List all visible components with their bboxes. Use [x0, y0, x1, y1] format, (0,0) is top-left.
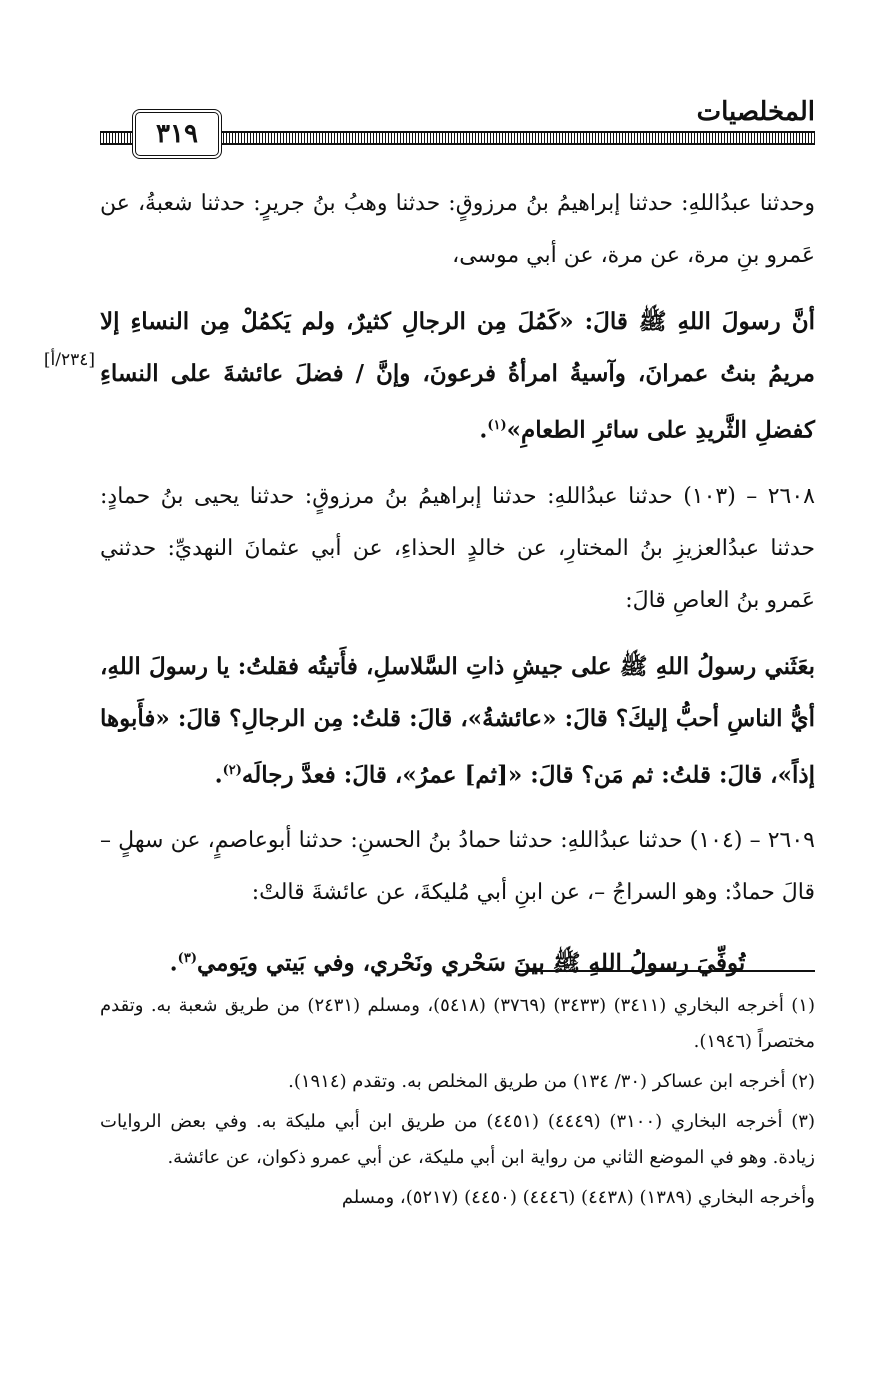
paragraph-isnad-1 [100, 178, 815, 282]
footnotes-section [100, 988, 815, 1220]
paragraph-text: تُوفِّيَ رسولُ اللهِ ﷺ بينَ سَحْري ونَحْري، وفي بَيتي ويَومي [196, 949, 746, 977]
paragraph-text: وحدثنا عبدُاللهِ: حدثنا إبراهيمُ بنُ مرزوقٍ: حدثنا وهبُ بنُ جريرٍ: حدثنا شعبةُ، عن عَمرو بنِ مرة، عن مرة، عن أبي موسى، [100, 191, 815, 268]
main-text [100, 178, 815, 1004]
running-title: المخلصيات [689, 97, 815, 127]
page-header [100, 95, 815, 165]
paragraph-text: ٢٦٠٨ – (١٠٣) حدثنا عبدُاللهِ: حدثنا إبراهيمُ بنُ مرزوقٍ: حدثنا يحيى بنُ حمادٍ: حدثنا عبدُالعزيزِ بنُ المختارِ، عن خالدٍ الحذاءِ، عن أبي عثمانَ النهديِّ: حدثني عَمرو بنُ العاصِ قالَ: [100, 483, 815, 613]
footnote-ref-2[interactable]: (٢) [222, 762, 242, 778]
paragraph-isnad-2608 [100, 471, 815, 627]
page-number: ٣١٩ [132, 109, 222, 159]
paragraph-hadith-2609: تُوفِّيَ رسولُ اللهِ ﷺ بينَ سَحْري ونَحْري، وفي بَيتي ويَومي$^{(٣)}$. [169, 949, 746, 977]
footnote-3: (٣) أخرجه البخاري (٣١٠٠) (٤٤٤٩) (٤٤٥١) من طريق ابن أبي مليكة به. وفي بعض الروايات زيادة. وهو في الموضع الثاني من رواية ابن أبي مليكة، عن أبي عمرو ذكوان، عن عائشة. [100, 1111, 815, 1168]
footnote-3-continued: وأخرجه البخاري (١٣٨٩) (٤٤٣٨) (٤٤٤٦) (٤٤٥٠) (٥٢١٧)، ومسلم [341, 1187, 815, 1208]
footnote-ref-3[interactable]: (٣) [177, 951, 197, 967]
paragraph-text: أنَّ رسولَ اللهِ ﷺ قالَ: «كَمُلَ مِن الرجالِ كثيرٌ، ولم يَكمُلْ مِن النساءِ إلا مريمُ بنتُ عمرانَ، وآسيةُ امرأةُ فرعونَ، وإنَّ / فضلَ عائشةَ على النساءِ كفضلِ الثَّريدِ على سائرِ الطعامِ» [100, 308, 815, 444]
paragraph-isnad-2609 [100, 815, 815, 919]
paragraph-text: بعَثَني رسولُ اللهِ ﷺ على جيشِ ذاتِ السَّلاسلِ، فأَتيتُه فقلتُ: يا رسولَ اللهِ، أيُّ الناسِ أحبُّ إليكَ؟ قالَ: «عائشةُ»، قالَ: قلتُ: مِن الرجالِ؟ قالَ: «فأَبوها إذاً»، قالَ: قلتُ: ثم مَن؟ قالَ: «[ثم] عمرُ»، قالَ: فعدَّ رجالَه [100, 652, 815, 789]
footnote-2: (٢) أخرجه ابن عساكر (٣٠/ ١٣٤) من طريق المخلص به. وتقدم (١٩١٤). [288, 1071, 815, 1092]
footnote-separator [517, 970, 815, 972]
paragraph-text: ٢٦٠٩ – (١٠٤) حدثنا عبدُاللهِ: حدثنا حمادُ بنُ الحسنِ: حدثنا أبوعاصمٍ، عن سهلٍ – قالَ حمادٌ: وهو السراجُ –، عن ابنِ أبي مُليكةَ، عن عائشةَ قالتْ: [100, 828, 815, 906]
paragraph-hadith-2608: بعَثَني رسولُ اللهِ ﷺ على جيشِ ذاتِ السَّلاسلِ، فأَتيتُه فقلتُ: يا رسولَ اللهِ، أيُّ الناسِ أحبُّ إليكَ؟ قالَ: «عائشةُ»، قالَ: قلتُ: مِن الرجالِ؟ قالَ: «فأَبوها إذاً»، قالَ: قلتُ: ثم مَن؟ قالَ: «[ثم] عمرُ»، قالَ: فعدَّ رجالَه$^{(٢)}$. [100, 652, 815, 789]
footnote-1: (١) أخرجه البخاري (٣٤١١) (٣٤٣٣) (٣٧٦٩) (٥٤١٨)، ومسلم (٢٤٣١) من طريق شعبة به. وتقدم مختصراً (١٩٤٦). [100, 995, 815, 1052]
manuscript-folio-note: [٢٣٤/أ] [43, 350, 95, 370]
paragraph-hadith-1: أنَّ رسولَ اللهِ ﷺ قالَ: «كَمُلَ مِن الرجالِ كثيرٌ، ولم يَكمُلْ مِن النساءِ إلا مريمُ بنتُ عمرانَ، وآسيةُ امرأةُ فرعونَ، وإنَّ / فضلَ عائشةَ على النساءِ كفضلِ الثَّريدِ على سائرِ الطعامِ»$^{(١)}$. [100, 308, 815, 444]
footnote-ref-1[interactable]: (١) [487, 418, 507, 433]
